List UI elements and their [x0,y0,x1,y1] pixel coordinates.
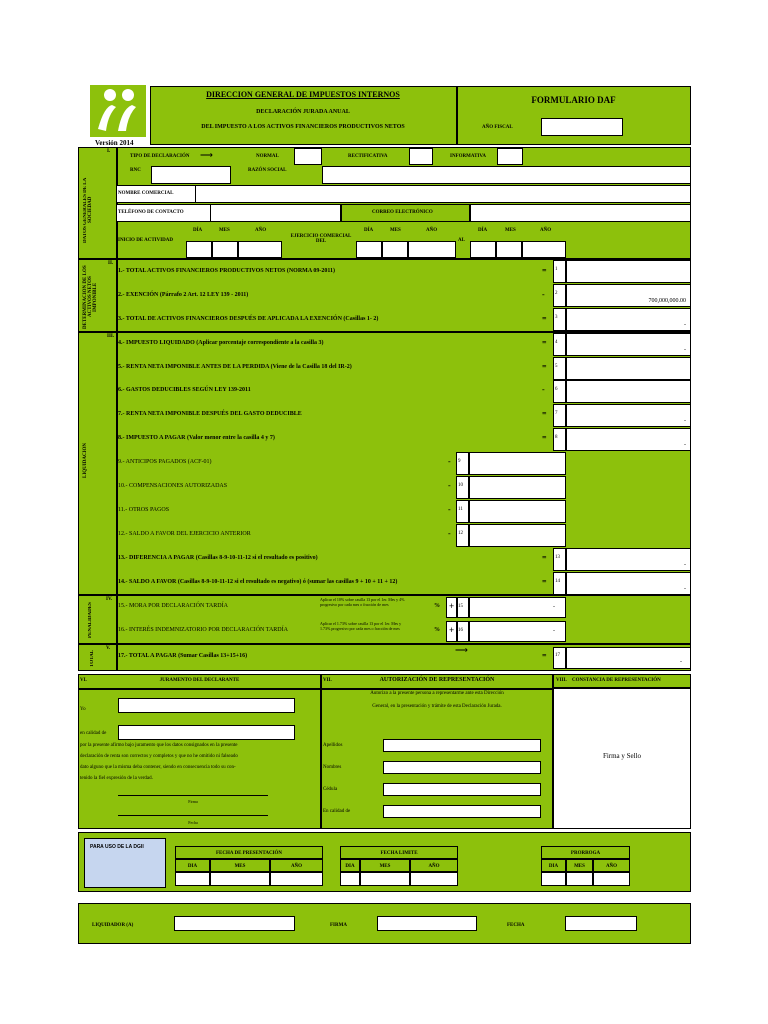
row-label: 12.- SALDO A FAVOR DEL EJERCICIO ANTERIOR [118,531,251,537]
fiscal-year-field[interactable] [541,118,623,136]
informativa-checkbox[interactable] [497,148,523,165]
section-5-side-label: TOTAL [90,649,95,667]
dgii-label: PARA USO DE LA DGII [90,844,144,850]
nombre-comercial-field[interactable] [195,185,691,203]
row-value: 700,000,000.00 [648,298,686,304]
telefono-field[interactable] [210,204,341,222]
inicio-actividad-label: INICIO DE ACTIVIDAD [118,238,174,243]
date-input[interactable] [210,872,270,886]
row-value: - [553,604,555,610]
normal-label: NORMAL [256,154,279,159]
row-num: 5 [555,364,558,369]
ej-hasta-dia-field[interactable] [470,241,496,258]
row-num: 10 [458,483,463,488]
firma-line [118,795,268,796]
section-3-side-label: LIQUIDACIÓN [83,442,88,478]
section-6-roman: VI. [80,678,87,683]
date-title: FECHA LIMITE [380,851,418,856]
row-label: 4.- IMPUESTO LIQUIDADO (Aplicar porcentaje correspondiente a la casilla 3) [118,340,324,346]
header-subtitle: DECLARACIÓN JURADA ANUAL [256,109,350,115]
date-col-label: AÑO [290,864,303,869]
row-value-field[interactable] [469,621,566,642]
row-num: 15 [458,604,463,609]
row-value-field[interactable] [469,524,566,547]
total-op: = [542,651,547,660]
section-8-title: CONSTANCIA DE REPRESENTACIÓN [572,678,661,683]
footer-firma-field[interactable] [377,916,477,931]
row-value: - [553,628,555,634]
yo-field[interactable] [118,698,295,713]
rnc-field[interactable] [151,166,231,184]
row-note: Aplicar el 1.73% sobre casilla 13 por el 1er. Mes y 1.73% progresivo por cada mes o fracción de mes [320,621,402,631]
section-1-side-label: DATOS GENERALES DE LA SOCIEDAD [83,177,93,243]
cedula-field[interactable] [383,783,541,796]
row-note: Aplicar el 10% sobre casilla 13 por el 1er. Mes y 4% progresivo por cada mes o fracción de mes [320,597,405,607]
form-name: FORMULARIO DAF [531,95,616,105]
ej-al-dia-label: DÍA [478,228,488,233]
row-op: - [542,290,545,299]
section-6-title: JURAMENTO DEL DECLARANTE [159,678,240,683]
row-value: - [684,562,686,568]
oath-line-2: declaración de renta son correctos y completos y que no he omitido ni falseado [80,754,238,759]
row-num: 16 [458,628,463,633]
row-value: - [684,586,686,592]
correo-field[interactable] [470,204,691,222]
row-label: 2.- EXENCIÓN (Párrafo 2 Art. 12 LEY 139 - 2011) [118,292,249,298]
section-1-roman: I. [107,149,111,154]
row-num: 1 [555,267,558,272]
row-label: 11.- OTROS PAGOS [118,507,170,513]
row-value-field[interactable] [566,380,691,403]
row-op: = [542,266,547,275]
ej-mes-label: MES [390,228,401,233]
row-label: 14.- SALDO A FAVOR (Casillas 8-9-10-11-12 si el resultado es negativo) ó (sumar las casillas 9 + 10 + 11 + 12) [118,579,398,585]
row-value-field[interactable] [469,476,566,499]
calidad-label: en calidad de [80,731,107,736]
inicio-dia-field[interactable] [186,241,212,258]
apellidos-label: Apellidos [323,743,343,748]
calidad-field[interactable] [118,725,295,740]
fecha-caption: Fecha [188,820,198,825]
inicio-mes-label: MES [219,228,230,233]
normal-checkbox[interactable] [294,148,322,165]
inicio-anio-field[interactable] [238,241,282,258]
section-8-roman: VIII. [556,678,567,683]
nombre-comercial-label: NOMBRE COMERCIAL [118,191,174,196]
section-7-title: AUTORIZACIÓN DE REPRESENTACIÓN [379,677,495,683]
row-num: 9 [458,459,461,464]
row-num: 7 [555,411,558,416]
row-num: 13 [555,555,560,560]
yo-label: Yo [80,707,86,712]
tipo-declaracion-label: TIPO DE DECLARACIÓN [130,154,190,159]
total-a-pagar-field[interactable] [566,647,691,669]
oath-line-1: por la presente afirmo bajo juramento que los datos consignados en la presente [80,743,238,748]
date-title: FECHA DE PRESENTACIÓN [215,851,283,856]
section-3-roman: III. [107,334,115,339]
date-input[interactable] [541,872,566,886]
row-num: 6 [555,387,558,392]
fecha-line [118,815,268,816]
row-num: 3 [555,315,558,320]
section-7-roman: VII. [323,678,332,683]
ej-hasta-anio-field[interactable] [522,241,566,258]
row-value-field[interactable] [566,357,691,380]
nombres-label: Nombres [323,765,342,770]
row-num: 8 [555,435,558,440]
row-op: = [542,433,547,442]
oath-line-4: tenido la fiel expresión de la verdad. [80,776,153,781]
version-label: Versión 2014 [95,139,134,147]
dgii-logo [90,85,146,137]
date-input[interactable] [593,872,630,886]
ej-desde-mes-field[interactable] [382,241,408,258]
row-num: 14 [555,579,560,584]
row-op: - [448,505,451,514]
rep-calidad-label: En calidad de [323,809,351,814]
oath-line-3: dato alguno que la misma deba contener, siendo en consecuencia todo su con- [80,765,236,770]
auth-line-1: Autorizo a la presente persona a representarme ante esta Dirección [370,691,504,696]
row-label: 10.- COMPENSACIONES AUTORIZADAS [118,483,228,489]
row-num: 11 [458,507,463,512]
rectificativa-label: RECTIFICATIVA [348,154,388,159]
section-2-roman: II. [108,261,114,266]
row-label: 13.- DIFERENCIA A PAGAR (Casillas 8-9-10-11-12 si el resultado es positivo) [118,555,318,561]
total-a-pagar-value: - [680,659,682,665]
row-value-field[interactable] [469,597,566,618]
row-num: 4 [555,340,558,345]
row-op: - [448,481,451,490]
apellidos-field[interactable] [383,739,541,752]
ej-desde-dia-field[interactable] [356,241,382,258]
arrow-right-icon: ⟶ [200,150,213,160]
row-label: 8.- IMPUESTO A PAGAR (Valor menor entre la casilla 4 y 7) [118,435,275,441]
total-num-cell [553,647,566,669]
date-input[interactable] [360,872,410,886]
date-col-label: AÑO [605,864,618,869]
total-num: 17 [555,653,560,658]
ej-dia-label: DÍA [364,228,374,233]
firma-caption: Firma [188,799,198,804]
auth-line-2: General, en la presentación y trámite de esta Declaración Jurada. [372,704,502,709]
row-op: = [542,362,547,371]
liquidador-field[interactable] [174,916,295,931]
section-4-side-label: PENALIDADES [88,602,93,638]
row-label: 3.- TOTAL DE ACTIVOS FINANCIEROS DESPUÉS DE APLICADA LA EXENCIÓN (Casillas 1- 2) [118,316,379,322]
date-input[interactable] [340,872,360,886]
rep-calidad-field[interactable] [383,805,541,818]
footer-firma-label: FIRMA [330,923,347,928]
date-col-label: MES [379,864,391,869]
date-col-label: MES [574,864,585,869]
row-label: 9.- ANTICIPOS PAGADOS (ACF-01) [118,459,212,465]
row-op: = [542,553,547,562]
al-label: AL [458,238,465,243]
row-value: - [684,322,686,328]
row-op: = [542,338,547,347]
row-label: 15.- MORA POR DECLARACIÓN TARDÍA [118,603,228,609]
date-col-label: DIA [548,864,559,869]
ej-al-mes-label: MES [505,228,516,233]
date-col-label: DIA [187,864,198,869]
logo-mark-icon [90,85,146,137]
header-title: DIRECCION GENERAL DE IMPUESTOS INTERNOS [206,90,400,99]
section-4-roman: IV. [106,597,113,602]
row-op: - [542,385,545,394]
inicio-anio-label: AÑO [255,228,267,233]
rnc-label: RNC [130,168,141,173]
row-num: 2 [555,291,558,296]
date-input[interactable] [566,872,593,886]
razon-social-label: RAZÓN SOCIAL [248,168,287,173]
date-title: PRORROGA [570,851,601,856]
inicio-mes-field[interactable] [212,241,238,258]
ejercicio-label: EJERCICIO COMERCIAL DEL [290,234,352,244]
inicio-dia-label: DÍA [193,228,203,233]
section-6-header-line [78,688,321,690]
row-value-field[interactable] [566,260,691,283]
row-op: = [542,314,547,323]
nombres-field[interactable] [383,761,541,774]
correo-label: CORREO ELECTRÓNICO [372,210,433,215]
row-value: - [684,347,686,353]
row-value-field[interactable] [469,500,566,523]
informativa-label: INFORMATIVA [450,154,486,159]
total-a-pagar-label: 17.- TOTAL A PAGAR (Sumar Casillas 13+15+16) [118,653,248,659]
plus-icon: + [449,601,455,611]
row-pct: % [434,627,440,633]
row-num: 12 [458,531,463,536]
firma-sello-label: Firma y Sello [602,752,642,760]
date-input[interactable] [270,872,323,886]
date-input[interactable] [175,872,210,886]
row-op: = [542,409,547,418]
row-value-field[interactable] [469,452,566,475]
row-pct: % [434,603,440,609]
row-label: 7.- RENTA NETA IMPONIBLE DESPUÉS DEL GASTO DEDUCIBLE [118,411,302,417]
telefono-label: TELÉFONO DE CONTACTO [118,210,184,215]
row-value: - [684,418,686,424]
header-tax-line: DEL IMPUESTO A LOS ACTIVOS FINANCIEROS PRODUCTIVOS NETOS [201,124,405,130]
date-col-label: AÑO [428,864,440,869]
date-col-label: MES [234,864,246,869]
row-label: 6.- GASTOS DEDUCIBLES SEGÚN LEY 139-2011 [118,387,251,393]
footer-fecha-label: FECHA [507,923,525,928]
arrow-right-icon: ⟶ [455,645,468,655]
date-input[interactable] [410,872,458,886]
row-op: = [542,577,547,586]
footer-fecha-field[interactable] [565,916,637,931]
section-2-side-label: DETERMINACIÓN DE LOS ACTIVOS NETOS IMPONIBLE [83,265,98,329]
section-7-header-line [321,688,553,690]
cedula-label: Cédula [323,787,338,792]
row-op: - [448,457,451,466]
ej-anio-label: AÑO [426,228,438,233]
ej-hasta-mes-field[interactable] [496,241,522,258]
liquidador-label: LIQUIDADOR (A) [92,923,134,928]
date-col-label: DIA [345,864,355,869]
row-label: 1.- TOTAL ACTIVOS FINANCIEROS PRODUCTIVOS NETOS (NORMA 09-2011) [118,268,336,274]
plus-icon: + [449,625,455,635]
section-5-roman: V. [106,646,111,651]
row-value: - [684,442,686,448]
razon-social-field[interactable] [322,166,691,184]
ej-al-anio-label: AÑO [540,228,552,233]
row-label: 5.- RENTA NETA IMPONIBLE ANTES DE LA PERDIDA (Viene de la Casilla 18 del IR-2) [118,364,352,370]
fiscal-year-label: AÑO FISCAL [482,125,513,130]
row-op: - [448,529,451,538]
rectificativa-checkbox[interactable] [409,148,433,165]
ej-desde-anio-field[interactable] [408,241,456,258]
row-label: 16.- INTERÉS INDEMNIZATORIO POR DECLARACIÓN TARDÍA [118,627,288,633]
